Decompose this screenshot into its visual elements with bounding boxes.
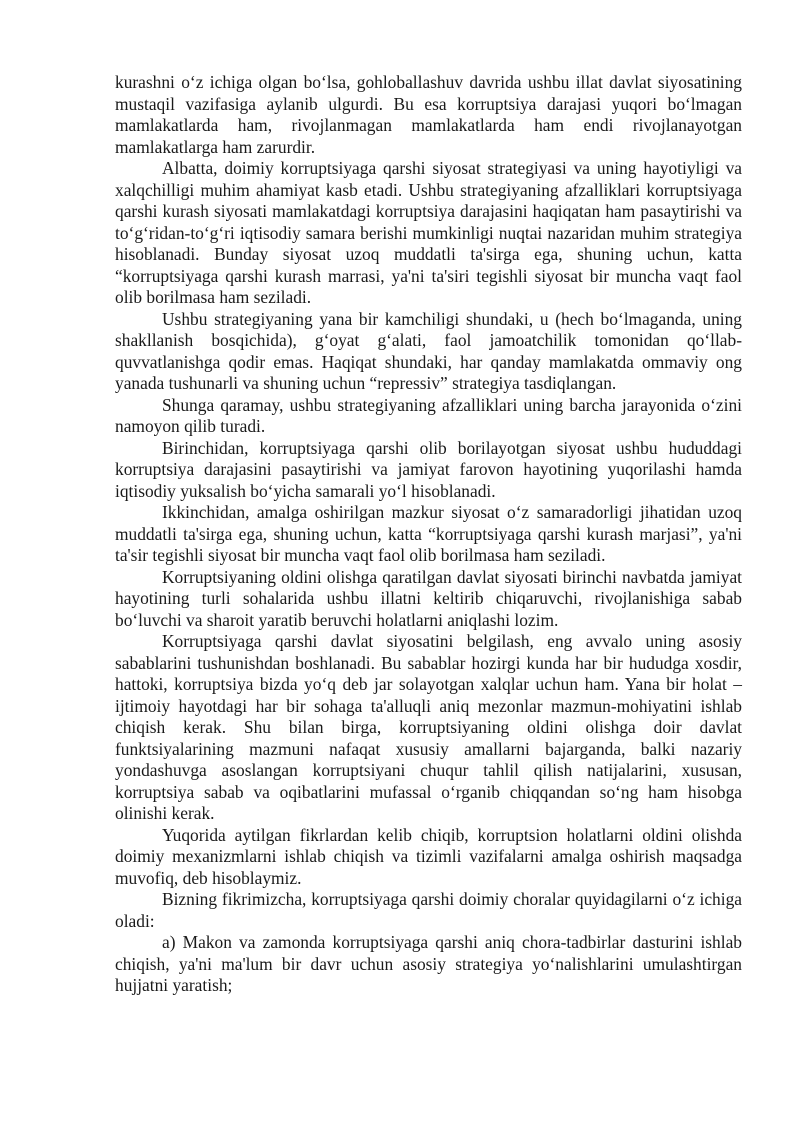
- paragraph-strategy-advantages: Shunga qaramay, ushbu strategiyaning afzalliklari uning barcha jarayonida o‘zini namoyon qilib turadi.: [115, 394, 742, 436]
- paragraph-strategy-importance: Albatta, doimiy korruptsiyaga qarshi siyosat strategiyasi va uning hayotiyligi va xalqchilligi muhim ahamiyat kasb etadi. Ushbu strategiyaning afzalliklari korruptsiyaga qarshi kurash siyosati mamlakatdagi korruptsiya darajasini haqiqatan ham pasaytirishi va to‘g‘ridan-to‘g‘ri iqtisodiy samara berishi mumkinligi nuqtai nazaridan muhim strategiya hisoblanadi. Bunday siyosat uzoq muddatli ta'sirga ega, shuning uchun, katta “korruptsiyaga qarshi kurash marrasi, ya'ni ta'siri tegishli siyosat bir muncha vaqt faol olib borilmasa ham seziladi.: [115, 158, 742, 307]
- document-page: [115, 72, 742, 997]
- paragraph-strategy-drawback: Ushbu strategiyaning yana bir kamchiligi shundaki, u (hech bo‘lmaganda, uning shakllanish bosqichida), g‘oyat g‘alati, faol jamoatchilik tomonidan qo‘llab-quvvatlanishga qodir emas. Haqiqat shundaki, har qanday mamlakatda ommaviy ong yanada tushunarli va shuning uchun “repressiv” strategiya tasdiqlangan.: [115, 308, 742, 393]
- list-item-a: a) Makon va zamonda korruptsiyaga qarshi aniq chora-tadbirlar dasturini ishlab chiqish, ya'ni ma'lum bir davr uchun asosiy strategiya yo‘nalishlarini umulashtirgan hujjatni yaratish;: [115, 932, 742, 995]
- paragraph-first-point: Birinchidan, korruptsiyaga qarshi olib borilayotgan siyosat ushbu hududdagi korruptsiya darajasini pasaytirishi va jamiyat farovon hayotining yuqorilashi hamda iqtisodiy yuksalish bo‘yicha samarali yo‘l hisoblanadi.: [115, 437, 742, 501]
- paragraph-measures-intro: Bizning fikrimizcha, korruptsiyaga qarshi doimiy choralar quyidagilarni o‘z ichiga oladi:: [115, 889, 742, 931]
- paragraph-continuation: kurashni o‘z ichiga olgan bo‘lsa, gohloballashuv davrida ushbu illat davlat siyosatining mustaqil vazifasiga aylanib ulgurdi. Bu esa korruptsiya darajasi yuqori bo‘lmagan mamlakatlarda ham, rivojlanmagan mamlakatlarda ham endi rivojlanayotgan mamlakatlarga ham zarurdir.: [115, 72, 742, 157]
- paragraph-defining-policy: Korruptsiyaga qarshi davlat siyosatini belgilash, eng avvalo uning asosiy sabablarini tushunishdan boshlanadi. Bu sabablar hozirgi kunda har bir hududga xosdir, hattoki, korruptsiya bizda yo‘q deb jar solayotgan xalqlar uchun ham. Yana bir holat – ijtimoiy hayotdagi har bir sohaga ta'alluqli aniq mezonlar mazmun-mohiyatini ishlab chiqish kerak. Shu bilan birga, korruptsiyaning oldini olishga doir davlat funktsiyalarining mazmuni nafaqat xususiy amallarni bajarganda, balki nazariy yondashuvga asoslangan korruptsiyani chuqur tahlil qilish natijalarini, xususan, korruptsiya sabab va oqibatlarini mufassal o‘rganib chiqqandan so‘ng ham hisobga olinishi kerak.: [115, 631, 742, 823]
- paragraph-second-point: Ikkinchidan, amalga oshirilgan mazkur siyosat o‘z samaradorligi jihatidan uzoq muddatli ta'sirga ega, shuning uchun, katta “korruptsiyaga qarshi kurash marjasi”, ya'ni ta'sir tegishli siyosat bir muncha vaqt faol olib borilmasa ham seziladi.: [115, 502, 742, 565]
- paragraph-conclusion: Yuqorida aytilgan fikrlardan kelib chiqib, korruptsion holatlarni oldini olishda doimiy mexanizmlarni ishlab chiqish va tizimli vazifalarni amalga oshirish maqsadga muvofiq, deb hisoblaymiz.: [115, 824, 742, 888]
- paragraph-prevention-policy: Korruptsiyaning oldini olishga qaratilgan davlat siyosati birinchi navbatda jamiyat hayotining turli sohalarida ushbu illatni keltirib chiqaruvchi, rivojlanishiga sabab bo‘luvchi va sharoit yaratib beruvchi holatlarni aniqlashi lozim.: [115, 566, 742, 630]
